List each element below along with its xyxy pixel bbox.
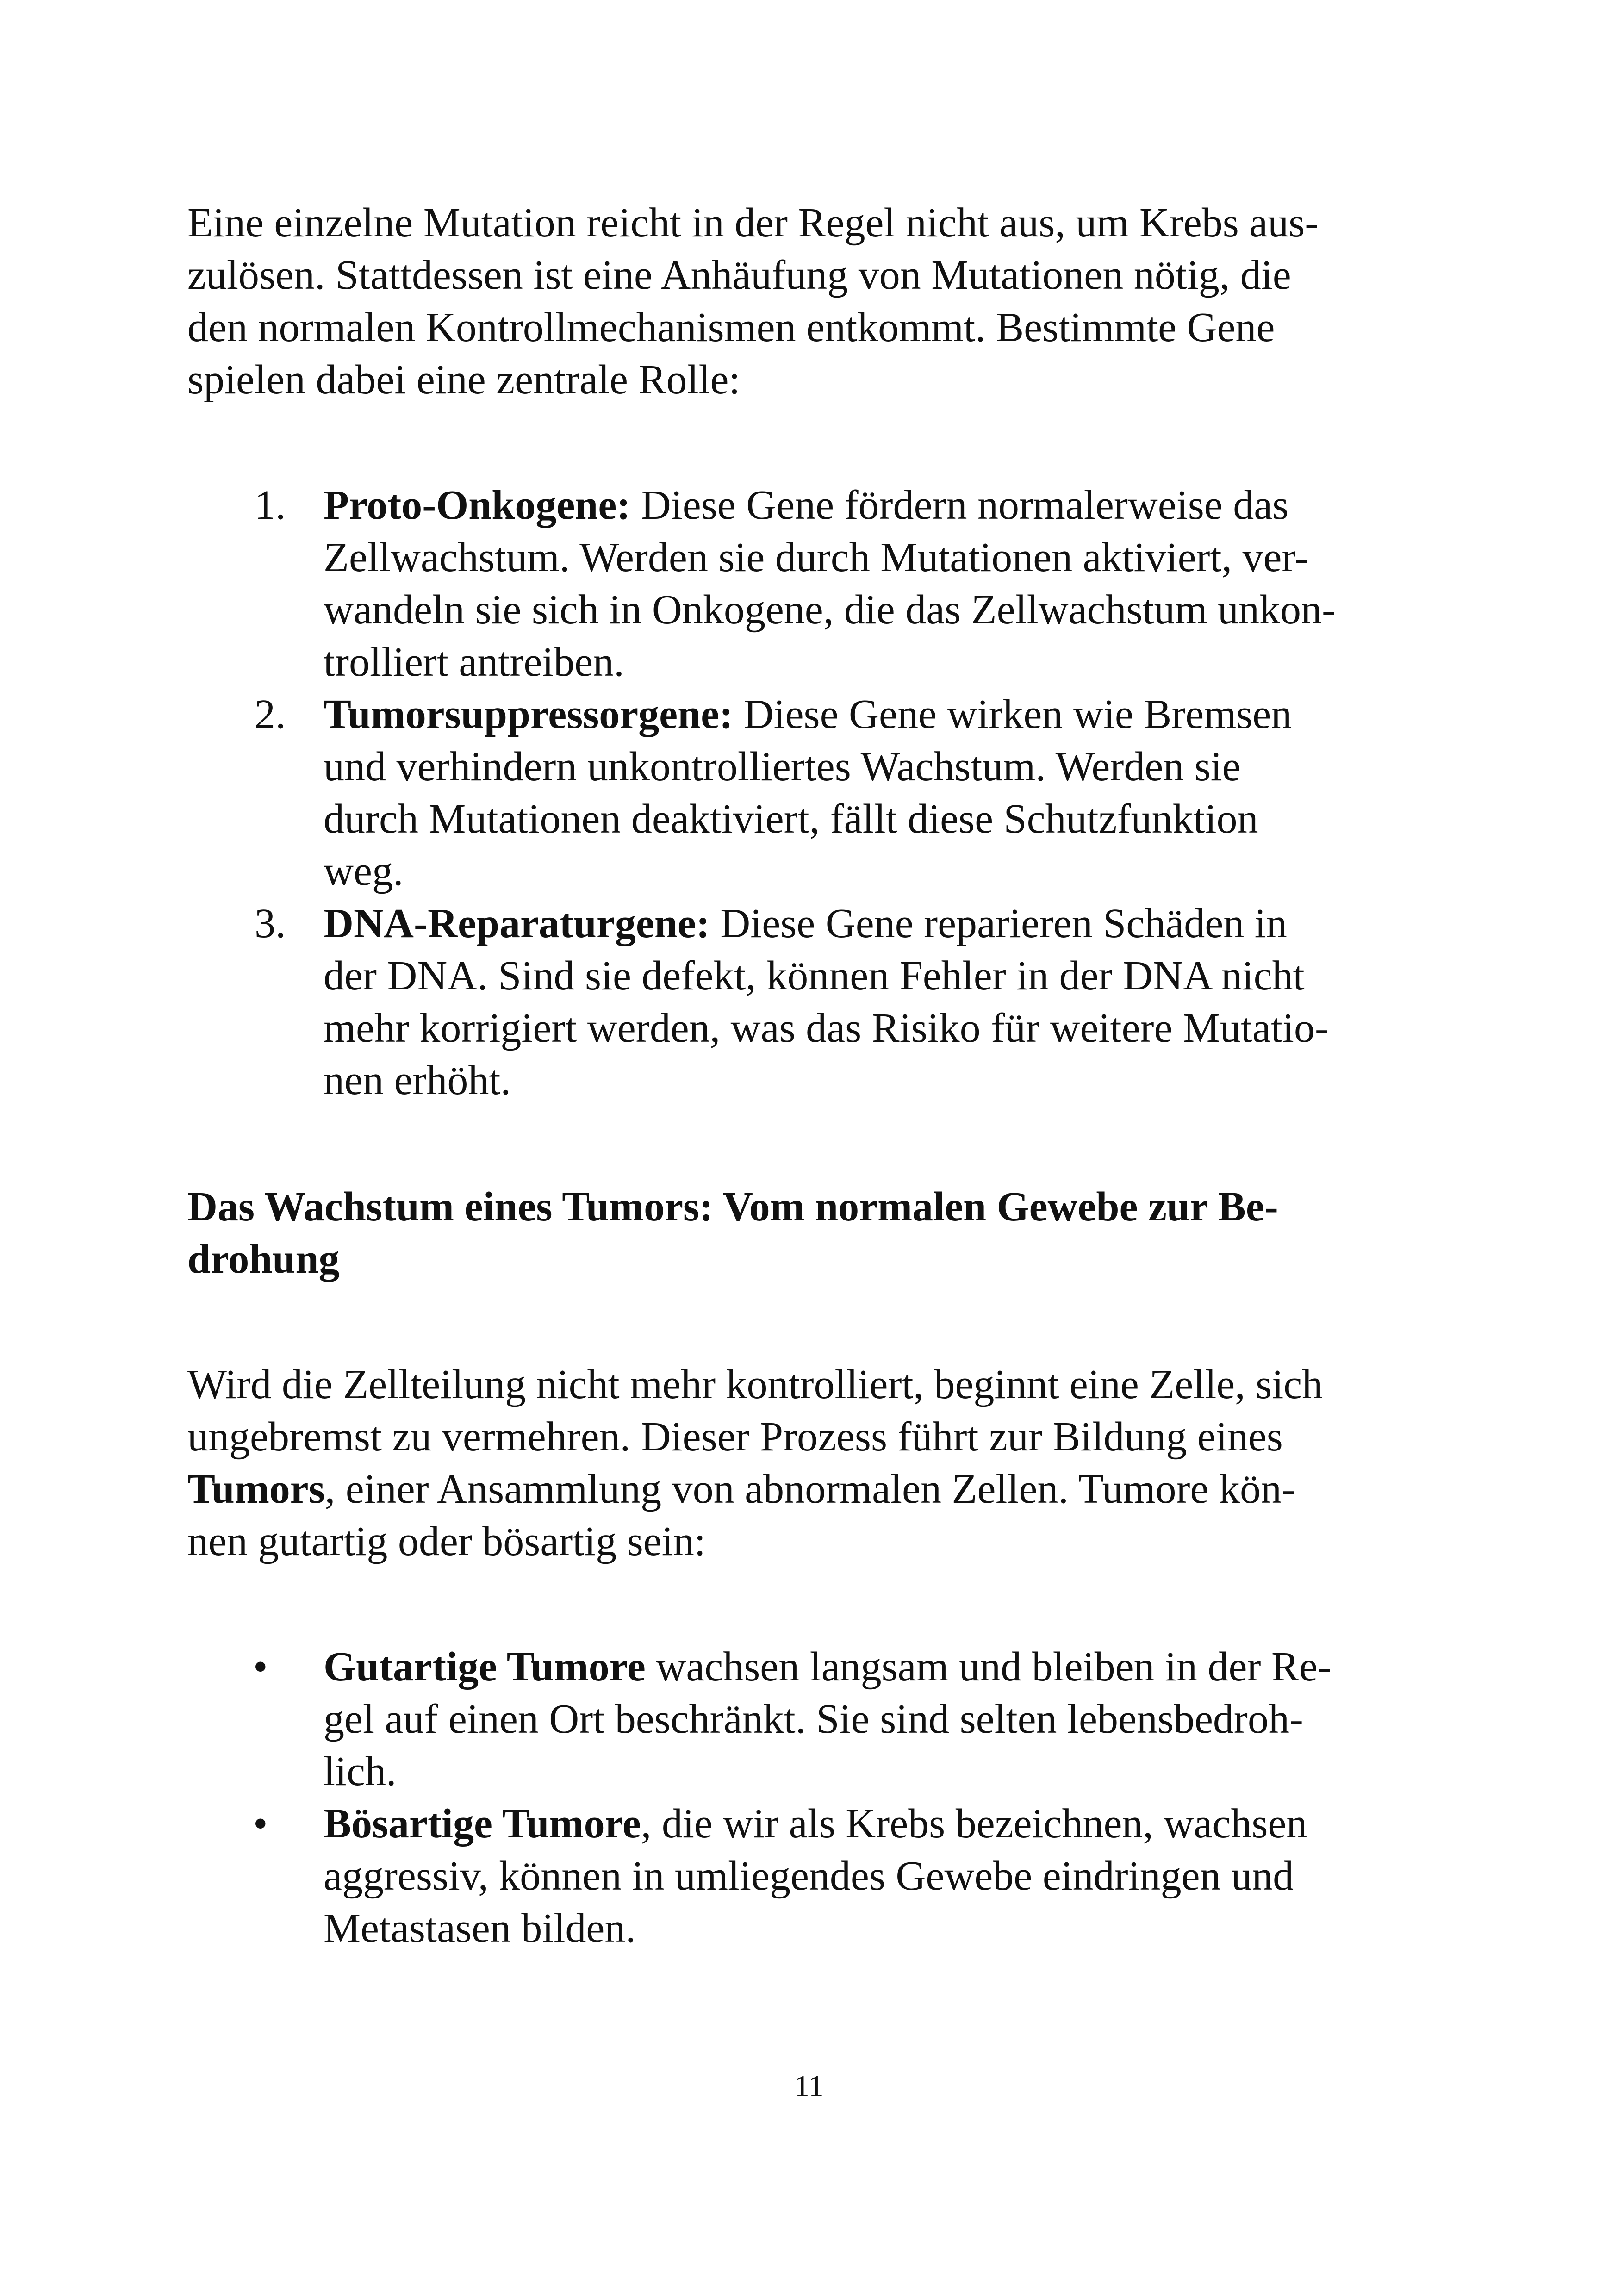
- text-line: Zellwachstum. Werden sie durch Mutationen aktiviert, ver-: [324, 535, 1309, 580]
- list-term: Proto-Onkogene:: [324, 482, 631, 528]
- list-item-boesartige-tumore: [187, 1798, 1451, 1954]
- page-number: 11: [794, 2069, 824, 2103]
- text-line: den normalen Kontrollmechanismen entkommt. Bestimmte Gene: [187, 305, 1275, 350]
- text-line: Eine einzelne Mutation reicht in der Regel nicht aus, um Krebs aus-: [187, 200, 1319, 246]
- list-item-tumorsuppressorgene: [187, 688, 1451, 897]
- list-text: , die wir als Krebs bezeichnen, wachsen: [641, 1801, 1307, 1847]
- text-line: trolliert antreiben.: [324, 639, 624, 685]
- heading-line: Das Wachstum eines Tumors: Vom normalen Gewebe zur Be-: [187, 1184, 1278, 1230]
- text-line: [187, 1463, 1451, 1515]
- bullet-icon: •: [253, 1644, 268, 1690]
- text-line: gel auf einen Ort beschränkt. Sie sind selten lebensbedroh-: [324, 1696, 1303, 1742]
- list-term: Bösartige Tumore: [324, 1801, 641, 1847]
- text-fragment: , einer Ansammlung von abnormalen Zellen. Tumore kön-: [324, 1466, 1295, 1512]
- text-line: Metastasen bilden.: [324, 1905, 636, 1951]
- text-line: [324, 688, 1451, 740]
- text-line: [324, 1798, 1451, 1850]
- list-term: DNA-Reparaturgene:: [324, 901, 710, 946]
- list-number: 3.: [255, 901, 286, 946]
- document-page: [187, 197, 1451, 1954]
- text-line: [324, 897, 1451, 950]
- list-term: Tumorsuppressorgene:: [324, 691, 734, 737]
- list-text: wachsen langsam und bleiben in der Re-: [645, 1644, 1332, 1690]
- list-text: Diese Gene reparieren Schäden in: [709, 901, 1287, 946]
- tumor-types-list: [187, 1641, 1451, 1954]
- text-line: und verhindern unkontrolliertes Wachstum. Werden sie: [324, 744, 1241, 790]
- text-line: zulösen. Stattdessen ist eine Anhäufung von Mutationen nötig, die: [187, 252, 1291, 298]
- tumor-paragraph: [187, 1358, 1451, 1568]
- section-heading: [187, 1181, 1451, 1285]
- text-line: Wird die Zellteilung nicht mehr kontrolliert, beginnt eine Zelle, sich: [187, 1362, 1323, 1407]
- text-line: der DNA. Sind sie defekt, können Fehler in der DNA nicht: [324, 953, 1305, 999]
- text-line: [324, 479, 1451, 531]
- text-line: wandeln sie sich in Onkogene, die das Zellwachstum unkon-: [324, 587, 1336, 633]
- text-line: ungebremst zu vermehren. Dieser Prozess führt zur Bildung eines: [187, 1414, 1283, 1460]
- list-item-proto-onkogene: [187, 479, 1451, 688]
- list-text: Diese Gene fördern normalerweise das: [630, 482, 1289, 528]
- bullet-icon: •: [253, 1801, 268, 1847]
- text-line: aggressiv, können in umliegendes Gewebe eindringen und: [324, 1853, 1294, 1899]
- gene-list: [187, 479, 1451, 1107]
- text-line: weg.: [324, 848, 404, 894]
- list-number: 1.: [255, 482, 286, 528]
- list-text: Diese Gene wirken wie Bremsen: [733, 691, 1292, 737]
- text-line: mehr korrigiert werden, was das Risiko für weitere Mutatio-: [324, 1005, 1329, 1051]
- list-number: 2.: [255, 691, 286, 737]
- bold-term: Tumors: [187, 1466, 325, 1512]
- text-line: nen erhöht.: [324, 1058, 511, 1103]
- heading-line: drohung: [187, 1236, 340, 1282]
- text-line: [324, 1641, 1451, 1693]
- text-line: durch Mutationen deaktiviert, fällt diese Schutzfunktion: [324, 796, 1258, 842]
- list-item-gutartige-tumore: [187, 1641, 1451, 1798]
- text-line: lich.: [324, 1748, 397, 1794]
- text-line: spielen dabei eine zentrale Rolle:: [187, 357, 741, 403]
- list-item-dna-reparaturgene: [187, 897, 1451, 1107]
- list-term: Gutartige Tumore: [324, 1644, 646, 1690]
- intro-paragraph: [187, 197, 1451, 406]
- text-line: nen gutartig oder bösartig sein:: [187, 1518, 706, 1564]
